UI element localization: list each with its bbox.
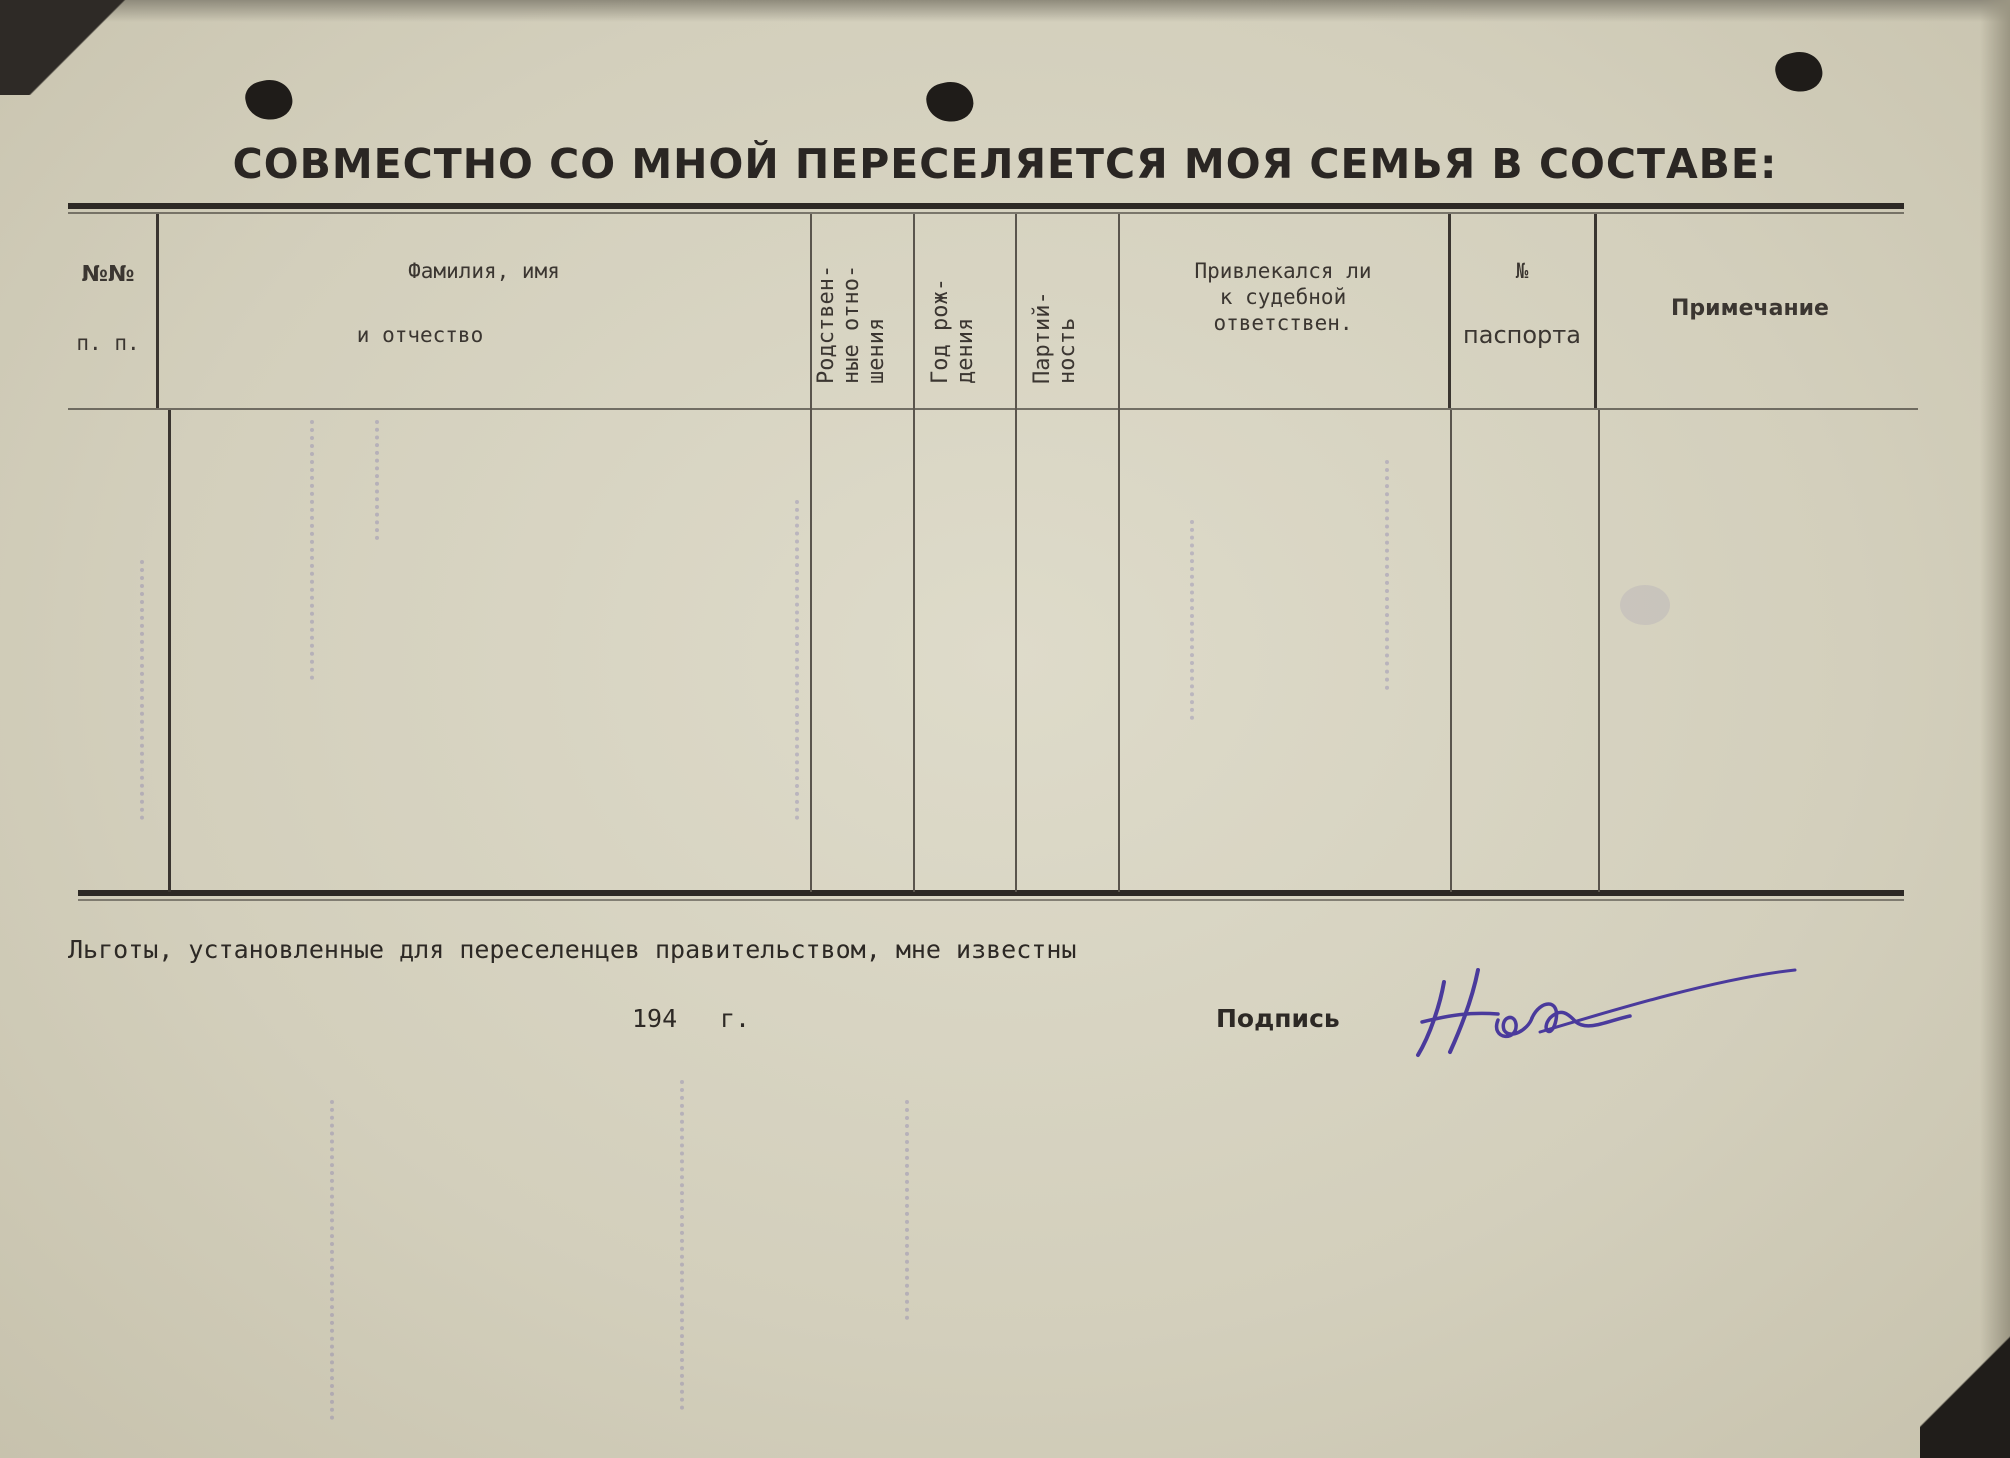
column-divider [810,214,812,892]
column-divider [1450,410,1452,892]
column-divider [168,410,171,892]
table-bottom-border [78,899,1904,901]
table-top-border [68,212,1904,214]
ink-bleed [795,500,803,820]
column-divider [1594,214,1597,408]
ink-bleed [1385,460,1393,690]
table-top-border [68,203,1904,209]
header-court: к судебной [1219,285,1347,309]
column-divider [1448,214,1451,408]
header-party: Партий- ность [1030,291,1080,384]
year-field: 194 [632,1004,678,1033]
column-divider [913,214,915,892]
ink-bleed [1190,520,1198,720]
punch-hole [242,76,295,125]
ink-bleed [375,420,383,540]
header-divider [68,408,1918,410]
header-number: п. п. [76,331,140,355]
ink-bleed [680,1080,688,1410]
header-court: ответствен. [1213,311,1353,335]
header-court: Привлекался ли [1194,259,1372,283]
signature-label: Подпись [1216,1004,1340,1033]
benefits-statement: Льготы, установленные для переселенцев правительством, мне известны [68,935,1077,964]
year-suffix: г. [720,1004,751,1033]
punch-hole [1772,48,1825,97]
header-note: Примечание [1671,296,1829,321]
ink-bleed [330,1100,338,1420]
page-right-edge [1980,0,2010,1458]
header-passport: паспорта [1463,321,1581,349]
ink-bleed [310,420,318,680]
header-name: и отчество [356,323,484,347]
header-birth-year: Год рож- дения [928,278,978,384]
column-divider [156,214,159,408]
column-divider [1015,214,1017,892]
column-divider [1598,410,1600,892]
header-relation: Родствен- ные отно- шения [814,264,889,384]
ink-bleed [905,1100,913,1320]
torn-corner [1920,1308,2010,1458]
ink-smudge [1620,585,1670,625]
page-top-edge [0,0,2010,22]
handwritten-signature [1400,960,1820,1070]
torn-corner [0,0,130,95]
header-passport: № [1515,259,1529,283]
page-title: СОВМЕСТНО СО МНОЙ ПЕРЕСЕЛЯЕТСЯ МОЯ СЕМЬЯ В СОСТАВЕ: [232,140,1778,188]
header-number: №№ [81,262,135,287]
ink-bleed [140,560,148,820]
punch-hole [923,78,976,127]
table-bottom-border [78,890,1904,896]
header-name: Фамилия, имя [408,259,560,283]
